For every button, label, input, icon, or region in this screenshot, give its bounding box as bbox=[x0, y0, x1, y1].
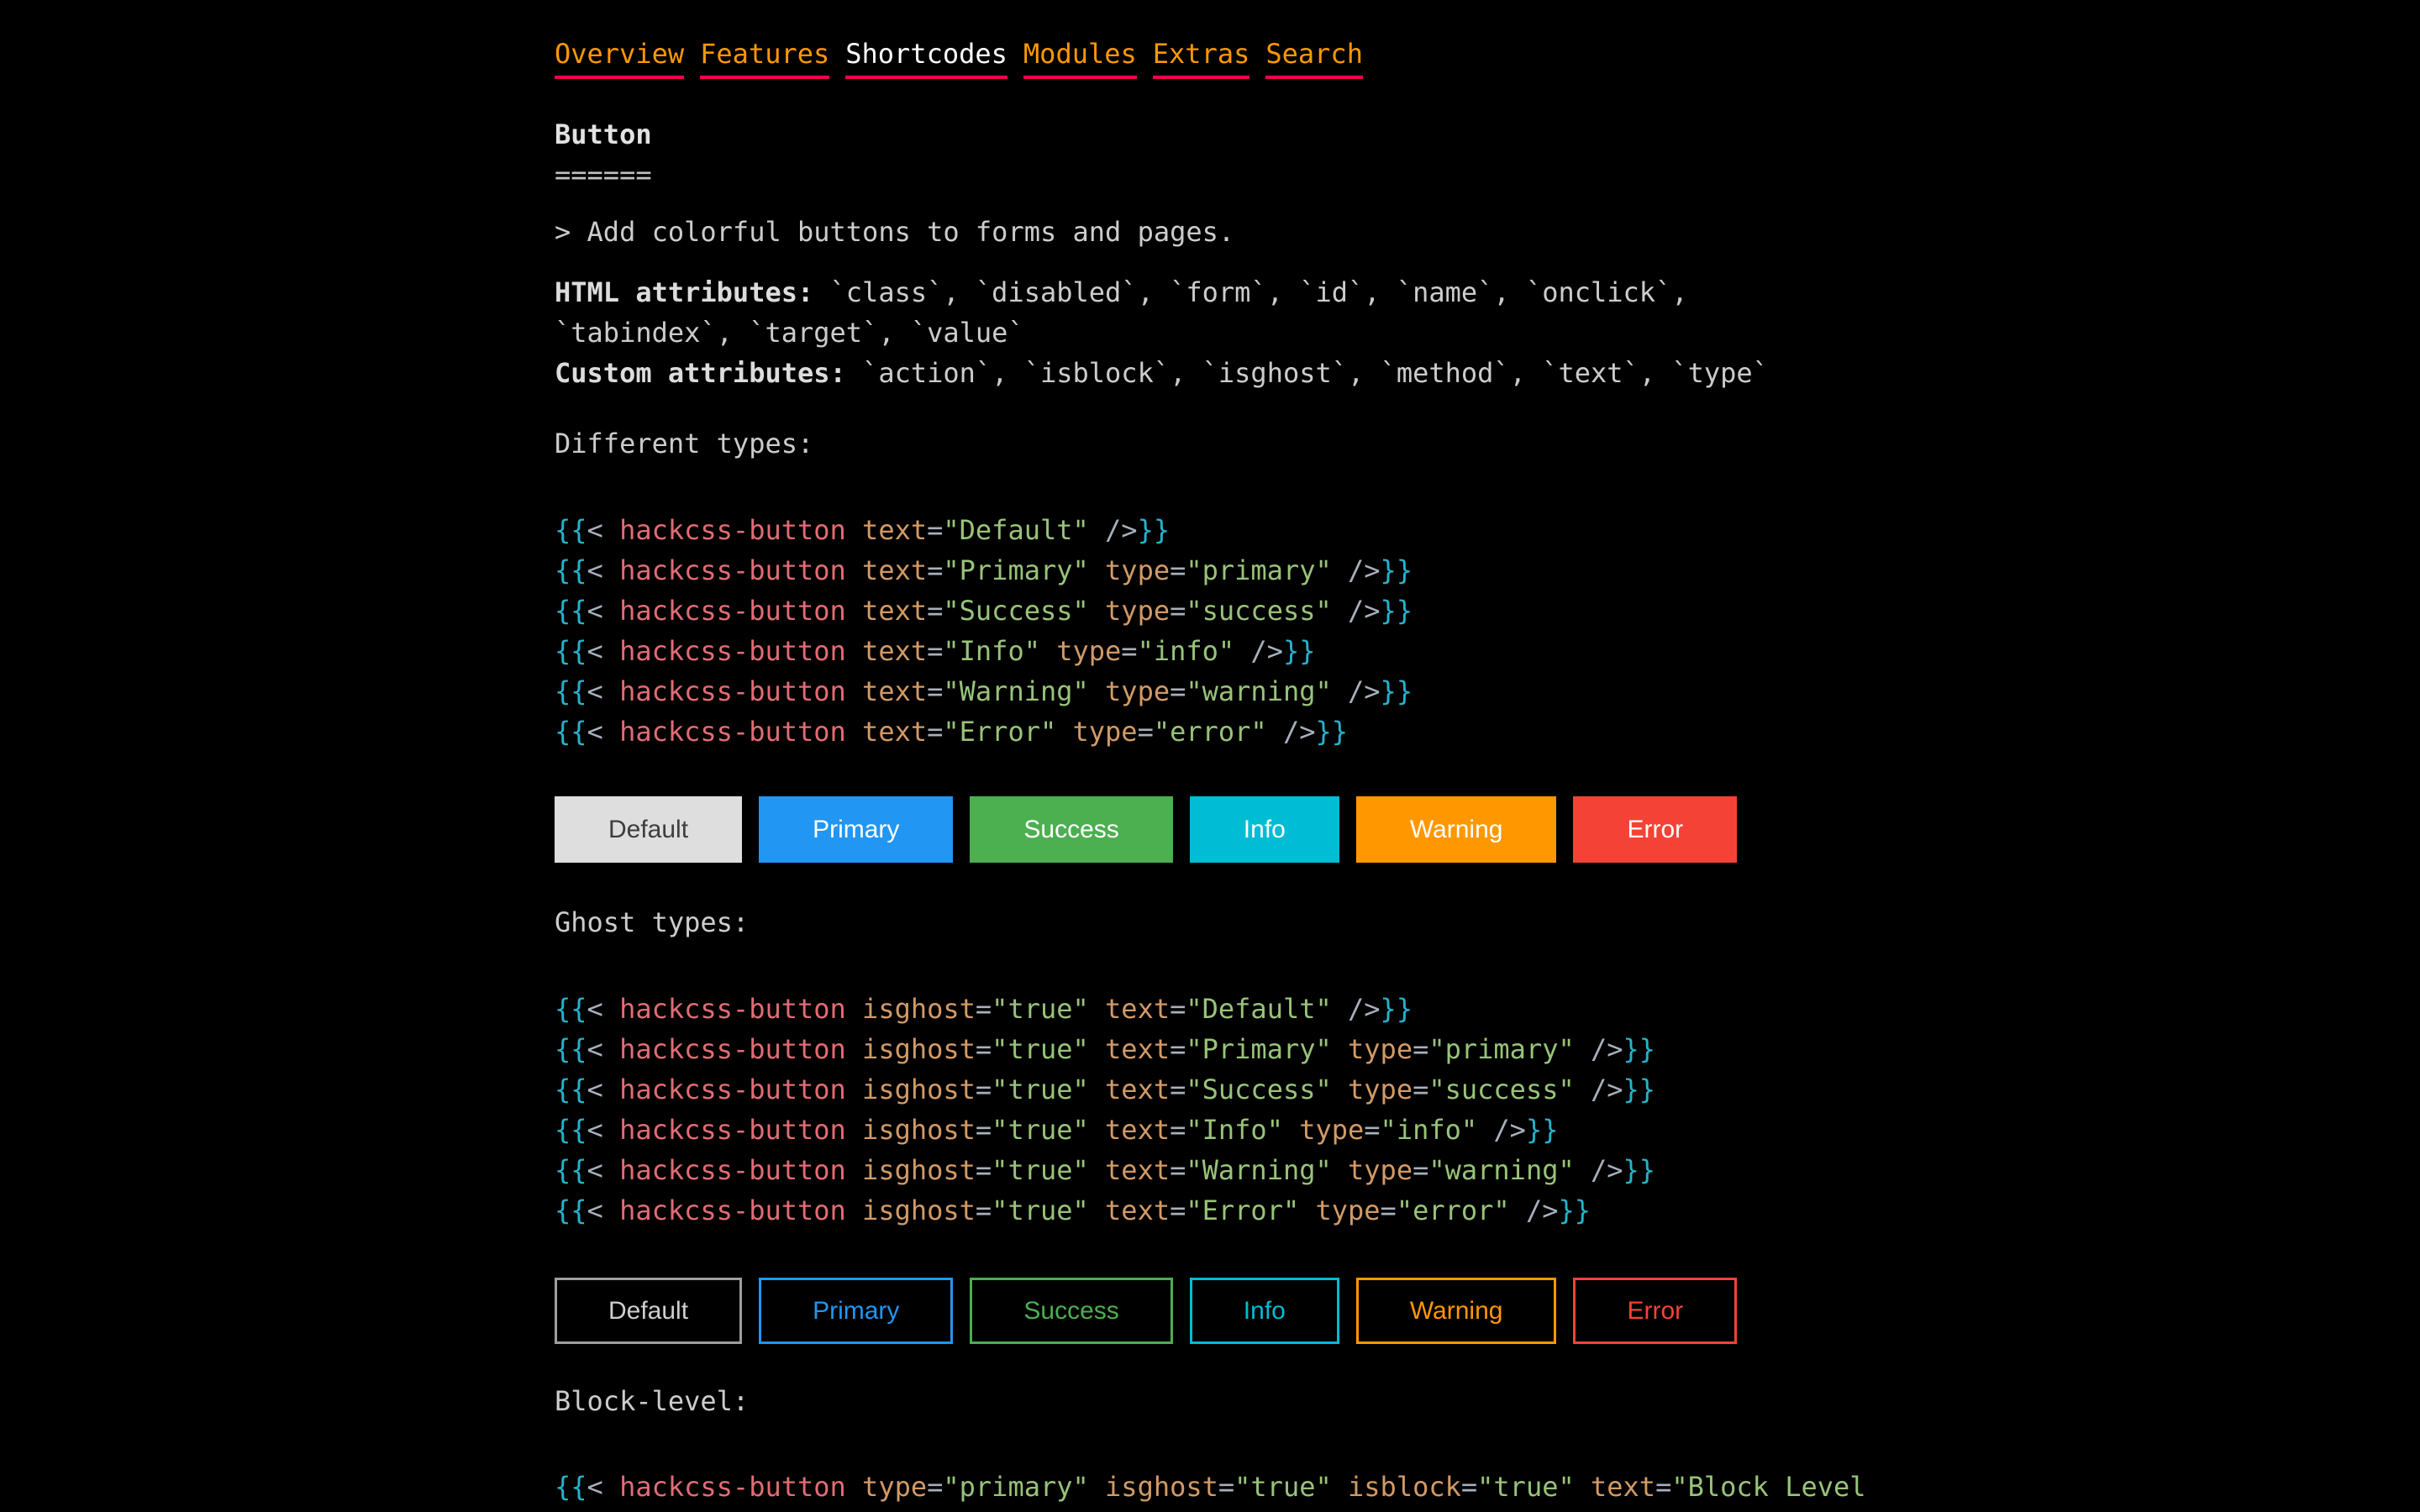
code-token: hackcss-button bbox=[619, 1194, 846, 1226]
ghost-button-primary[interactable]: Primary bbox=[759, 1278, 953, 1344]
code-line bbox=[555, 711, 1865, 752]
code-token: = bbox=[1170, 1074, 1186, 1105]
code-token: text bbox=[862, 635, 928, 667]
code-token bbox=[846, 1074, 862, 1105]
code-token: "primary" bbox=[943, 1471, 1089, 1503]
code-token: }} bbox=[1623, 1154, 1656, 1186]
code-token: "primary" bbox=[1186, 554, 1332, 586]
nav-link-features[interactable]: Features bbox=[700, 34, 829, 79]
intro-quote: > Add colorful buttons to forms and pages. bbox=[555, 216, 1235, 248]
code-token bbox=[1332, 1471, 1348, 1503]
code-token bbox=[846, 595, 862, 627]
code-token: {{ bbox=[555, 1194, 587, 1226]
code-line bbox=[555, 989, 1865, 1029]
code-token: isghost bbox=[862, 1154, 976, 1186]
code-line bbox=[555, 591, 1865, 631]
code-token: < bbox=[587, 1033, 620, 1065]
code-token: isghost bbox=[862, 993, 976, 1025]
code-token: type bbox=[1315, 1194, 1381, 1226]
code-token: < bbox=[587, 1194, 620, 1226]
ghost-button-warning[interactable]: Warning bbox=[1356, 1278, 1557, 1344]
ghost-button-info[interactable]: Info bbox=[1190, 1278, 1339, 1344]
code-token bbox=[846, 675, 862, 707]
different-types-label: Different types: bbox=[555, 428, 814, 459]
code-token: "success" bbox=[1428, 1074, 1575, 1105]
code-token: text bbox=[862, 554, 928, 586]
code-token: < bbox=[587, 1154, 620, 1186]
code-token: {{ bbox=[555, 1471, 587, 1503]
code-token: {{ bbox=[555, 993, 587, 1025]
code-token: }} bbox=[1315, 716, 1349, 748]
code-token: = bbox=[1460, 1471, 1478, 1503]
code-token: hackcss-button bbox=[619, 1471, 846, 1503]
code-token: hackcss-button bbox=[619, 595, 846, 627]
code-token: "true" bbox=[1234, 1471, 1332, 1503]
code-token: = bbox=[927, 514, 944, 546]
code-token: "true" bbox=[992, 993, 1089, 1025]
code-token: = bbox=[975, 1154, 992, 1186]
code-token: {{ bbox=[555, 1154, 587, 1186]
code-block-different-types bbox=[555, 510, 1865, 752]
code-token bbox=[846, 716, 862, 748]
code-token bbox=[1056, 716, 1072, 748]
code-token: type bbox=[1056, 635, 1122, 667]
code-token: {{ bbox=[555, 635, 587, 667]
code-token bbox=[1089, 1154, 1105, 1186]
code-line bbox=[555, 1110, 1865, 1150]
code-token: /> bbox=[1509, 1194, 1559, 1226]
code-token: text bbox=[1105, 993, 1171, 1025]
code-token: = bbox=[1364, 1114, 1381, 1146]
code-token: }} bbox=[1137, 514, 1171, 546]
code-token: {{ bbox=[555, 595, 587, 627]
code-token: isblock bbox=[1348, 1471, 1461, 1503]
code-token: isghost bbox=[1105, 1471, 1218, 1503]
code-token: < bbox=[587, 554, 620, 586]
code-token: "true" bbox=[1477, 1471, 1575, 1503]
code-token: "warning" bbox=[1186, 675, 1332, 707]
html-attributes-line1: HTML attributes: `class`, `disabled`, `form`, `id`, `name`, `onclick`, bbox=[555, 276, 1688, 308]
code-token bbox=[846, 514, 862, 546]
code-token: "true" bbox=[992, 1194, 1089, 1226]
code-token: /> bbox=[1477, 1114, 1526, 1146]
code-token: type bbox=[1348, 1033, 1413, 1065]
code-line bbox=[555, 1190, 1865, 1231]
code-token bbox=[846, 1194, 862, 1226]
code-token: "Success" bbox=[943, 595, 1089, 627]
html-attributes-line2: `tabindex`, `target`, `value` bbox=[555, 317, 1024, 349]
nav-link-search[interactable]: Search bbox=[1265, 34, 1363, 79]
code-token: < bbox=[587, 514, 620, 546]
code-token bbox=[1089, 554, 1105, 586]
code-token: "Info" bbox=[1186, 1114, 1283, 1146]
code-token bbox=[1089, 1194, 1105, 1226]
nav-link-shortcodes[interactable]: Shortcodes bbox=[845, 34, 1007, 79]
code-line bbox=[555, 1029, 1865, 1069]
code-line bbox=[555, 671, 1865, 711]
code-token: "info" bbox=[1137, 635, 1235, 667]
code-line bbox=[555, 550, 1865, 591]
code-token: type bbox=[1348, 1154, 1413, 1186]
code-token: = bbox=[1218, 1471, 1235, 1503]
code-token: = bbox=[1170, 675, 1186, 707]
code-token: {{ bbox=[555, 716, 587, 748]
code-token: hackcss-button bbox=[619, 635, 846, 667]
code-token: "Error" bbox=[943, 716, 1057, 748]
code-token: hackcss-button bbox=[619, 1154, 846, 1186]
code-token: "Default" bbox=[943, 514, 1089, 546]
nav-link-extras[interactable]: Extras bbox=[1153, 34, 1250, 79]
code-token bbox=[846, 993, 862, 1025]
ghost-button-error[interactable]: Error bbox=[1573, 1278, 1737, 1344]
code-token: "info" bbox=[1380, 1114, 1478, 1146]
code-token bbox=[1332, 1154, 1348, 1186]
code-token: }} bbox=[1623, 1074, 1656, 1105]
code-token: "true" bbox=[992, 1114, 1089, 1146]
code-token: hackcss-button bbox=[619, 993, 846, 1025]
code-token: = bbox=[1380, 1194, 1397, 1226]
code-token: = bbox=[927, 554, 944, 586]
code-token bbox=[846, 554, 862, 586]
code-token: "Primary" bbox=[1186, 1033, 1332, 1065]
code-block-ghost-types bbox=[555, 989, 1865, 1231]
code-line bbox=[555, 631, 1865, 671]
code-token: {{ bbox=[555, 1114, 587, 1146]
code-token bbox=[1283, 1114, 1299, 1146]
code-token: "Info" bbox=[943, 635, 1040, 667]
code-token: }} bbox=[1282, 635, 1316, 667]
code-token: text bbox=[1105, 1154, 1171, 1186]
code-token: {{ bbox=[555, 1074, 587, 1105]
code-token bbox=[1089, 1471, 1105, 1503]
code-token: /> bbox=[1331, 595, 1381, 627]
code-token: text bbox=[862, 716, 928, 748]
code-token: /> bbox=[1088, 514, 1138, 546]
solid-buttons-row bbox=[555, 796, 1865, 863]
code-token: /> bbox=[1234, 635, 1283, 667]
code-token: text bbox=[1105, 1194, 1171, 1226]
code-token: {{ bbox=[555, 675, 587, 707]
code-token: isghost bbox=[862, 1114, 976, 1146]
code-token: text bbox=[862, 675, 928, 707]
code-token: hackcss-button bbox=[619, 514, 846, 546]
code-token: hackcss-button bbox=[619, 1033, 846, 1065]
code-line bbox=[555, 1150, 1865, 1190]
code-token: "true" bbox=[992, 1074, 1089, 1105]
code-token: = bbox=[1170, 1194, 1186, 1226]
code-token: /> bbox=[1574, 1033, 1623, 1065]
code-line bbox=[555, 510, 1865, 550]
code-token: = bbox=[975, 1033, 992, 1065]
code-token: "Success" bbox=[1186, 1074, 1332, 1105]
code-token: text bbox=[1105, 1074, 1171, 1105]
code-token: < bbox=[587, 1074, 620, 1105]
code-token: = bbox=[927, 595, 944, 627]
code-token: = bbox=[1170, 993, 1186, 1025]
code-token: /> bbox=[1331, 554, 1381, 586]
code-token: }} bbox=[1380, 595, 1413, 627]
code-token: hackcss-button bbox=[619, 1114, 846, 1146]
code-token: "warning" bbox=[1428, 1154, 1575, 1186]
code-token: isghost bbox=[862, 1194, 976, 1226]
code-token bbox=[846, 1033, 862, 1065]
code-token: hackcss-button bbox=[619, 716, 846, 748]
ghost-types-label: Ghost types: bbox=[555, 906, 750, 938]
code-token: }} bbox=[1380, 993, 1413, 1025]
block-level-label: Block-level: bbox=[555, 1385, 750, 1417]
page-title-underline: ====== bbox=[555, 159, 652, 191]
code-token: "Block Level bbox=[1671, 1471, 1866, 1503]
code-token: = bbox=[1655, 1471, 1672, 1503]
code-token: = bbox=[1170, 1114, 1186, 1146]
code-token: }} bbox=[1380, 675, 1413, 707]
code-block-block-level bbox=[555, 1467, 1865, 1507]
button-success[interactable]: Success bbox=[970, 796, 1172, 863]
code-token bbox=[1089, 1033, 1105, 1065]
code-token: "success" bbox=[1186, 595, 1332, 627]
ghost-button-success[interactable]: Success bbox=[970, 1278, 1172, 1344]
code-token bbox=[1299, 1194, 1315, 1226]
code-token bbox=[1089, 993, 1105, 1025]
code-token: "true" bbox=[992, 1154, 1089, 1186]
code-token: text bbox=[1105, 1033, 1171, 1065]
code-token bbox=[846, 1154, 862, 1186]
code-token: "Error" bbox=[1186, 1194, 1300, 1226]
code-token bbox=[1089, 1114, 1105, 1146]
code-token: type bbox=[1072, 716, 1138, 748]
code-token: isghost bbox=[862, 1033, 976, 1065]
code-token: = bbox=[975, 993, 992, 1025]
code-token: < bbox=[587, 595, 620, 627]
code-token: {{ bbox=[555, 554, 587, 586]
code-token bbox=[1089, 1074, 1105, 1105]
attributes-block bbox=[555, 272, 1865, 393]
code-token: /> bbox=[1331, 993, 1381, 1025]
code-token: = bbox=[1413, 1074, 1429, 1105]
code-token: "Primary" bbox=[943, 554, 1089, 586]
code-token: "Warning" bbox=[1186, 1154, 1332, 1186]
code-token: {{ bbox=[555, 514, 587, 546]
code-token bbox=[1089, 595, 1105, 627]
code-token: type bbox=[1105, 554, 1171, 586]
code-token: < bbox=[587, 675, 620, 707]
code-token: }} bbox=[1525, 1114, 1559, 1146]
code-token: }} bbox=[1623, 1033, 1656, 1065]
code-token: = bbox=[1170, 1154, 1186, 1186]
code-token: /> bbox=[1574, 1074, 1623, 1105]
code-token: = bbox=[975, 1114, 992, 1146]
code-token: "primary" bbox=[1428, 1033, 1575, 1065]
html-attributes-label: HTML attributes: bbox=[555, 276, 814, 308]
code-token: < bbox=[587, 635, 620, 667]
code-token bbox=[846, 1471, 862, 1503]
code-token: /> bbox=[1266, 716, 1316, 748]
code-token: "error" bbox=[1396, 1194, 1510, 1226]
code-token: type bbox=[1299, 1114, 1365, 1146]
code-token: type bbox=[1105, 595, 1171, 627]
code-token: text bbox=[1105, 1114, 1171, 1146]
code-token: /> bbox=[1574, 1154, 1623, 1186]
code-token: = bbox=[1413, 1033, 1429, 1065]
code-token: < bbox=[587, 1114, 620, 1146]
code-token bbox=[1332, 1074, 1348, 1105]
code-line bbox=[555, 1069, 1865, 1110]
code-token: = bbox=[1170, 554, 1186, 586]
button-primary[interactable]: Primary bbox=[759, 796, 953, 863]
code-token: }} bbox=[1380, 554, 1413, 586]
content-column bbox=[555, 0, 1865, 1507]
code-token: = bbox=[1121, 635, 1138, 667]
code-token: text bbox=[862, 514, 928, 546]
code-token: = bbox=[1170, 595, 1186, 627]
button-default[interactable]: Default bbox=[555, 796, 742, 863]
code-token: isghost bbox=[862, 1074, 976, 1105]
code-token bbox=[846, 1114, 862, 1146]
nav-link-overview[interactable]: Overview bbox=[555, 34, 684, 79]
page-title-block bbox=[555, 114, 1865, 195]
code-token: = bbox=[975, 1194, 992, 1226]
ghost-button-default[interactable]: Default bbox=[555, 1278, 742, 1344]
code-token: {{ bbox=[555, 1033, 587, 1065]
code-line bbox=[555, 1467, 1865, 1507]
page-title: Button bbox=[555, 118, 652, 150]
code-token: type bbox=[862, 1471, 928, 1503]
code-token bbox=[846, 635, 862, 667]
code-token: }} bbox=[1558, 1194, 1591, 1226]
code-token: = bbox=[975, 1074, 992, 1105]
code-token: = bbox=[927, 635, 944, 667]
code-token: "true" bbox=[992, 1033, 1089, 1065]
code-token: type bbox=[1348, 1074, 1413, 1105]
code-token: < bbox=[587, 1471, 620, 1503]
code-token: hackcss-button bbox=[619, 554, 846, 586]
code-token bbox=[1332, 1033, 1348, 1065]
code-token: "Warning" bbox=[943, 675, 1089, 707]
nav-link-modules[interactable]: Modules bbox=[1023, 34, 1137, 79]
code-token: hackcss-button bbox=[619, 675, 846, 707]
code-token: = bbox=[1170, 1033, 1186, 1065]
code-token: < bbox=[587, 716, 620, 748]
custom-attributes-line: Custom attributes: `action`, `isblock`, `isghost`, `method`, `text`, `type` bbox=[555, 357, 1769, 389]
code-token: /> bbox=[1331, 675, 1381, 707]
code-token: < bbox=[587, 993, 620, 1025]
code-token: = bbox=[1137, 716, 1154, 748]
custom-attributes-label: Custom attributes: bbox=[555, 357, 846, 389]
code-token bbox=[1040, 635, 1056, 667]
code-token: = bbox=[927, 1471, 944, 1503]
code-token: hackcss-button bbox=[619, 1074, 846, 1105]
code-token: = bbox=[927, 675, 944, 707]
button-error[interactable]: Error bbox=[1573, 796, 1737, 863]
code-token: = bbox=[1413, 1154, 1429, 1186]
ghost-buttons-row bbox=[555, 1278, 1865, 1344]
code-token: text bbox=[862, 595, 928, 627]
code-token: text bbox=[1591, 1471, 1656, 1503]
code-token bbox=[1089, 675, 1105, 707]
code-token bbox=[1575, 1471, 1591, 1503]
code-token: "error" bbox=[1153, 716, 1267, 748]
button-info[interactable]: Info bbox=[1190, 796, 1339, 863]
button-warning[interactable]: Warning bbox=[1356, 796, 1557, 863]
code-token: = bbox=[927, 716, 944, 748]
code-token: type bbox=[1105, 675, 1171, 707]
code-token: "Default" bbox=[1186, 993, 1332, 1025]
top-nav bbox=[555, 34, 1865, 79]
